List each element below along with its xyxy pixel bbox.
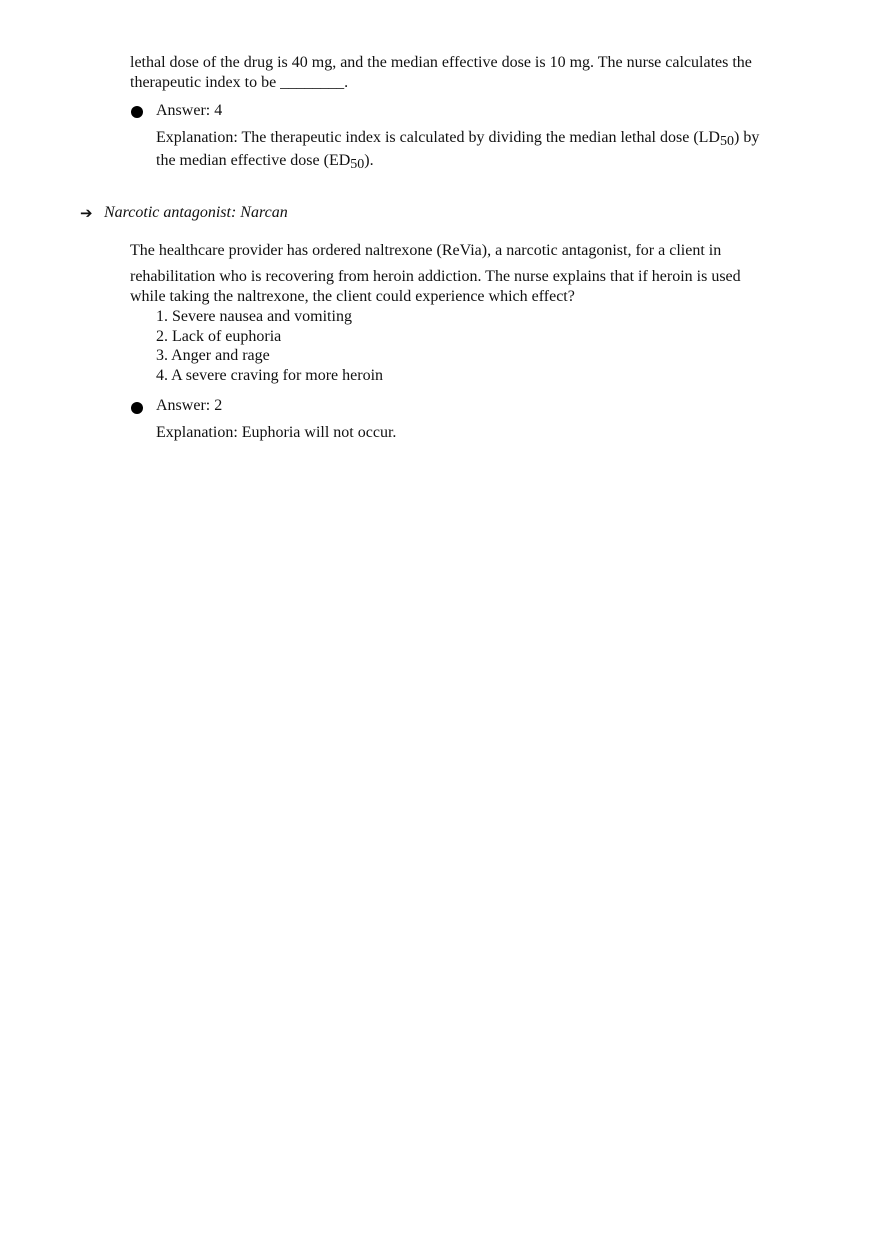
answer-bullet-icon bbox=[131, 402, 143, 414]
question2-option: 3. Anger and rage bbox=[156, 347, 270, 364]
arrow-bullet-icon: ➔ bbox=[80, 204, 93, 222]
question2-option: 2. Lack of euphoria bbox=[156, 328, 282, 345]
question2-option: 1. Severe nausea and vomiting bbox=[156, 308, 352, 325]
question1-explanation-line2 bbox=[156, 151, 374, 172]
question1-explanation-line1 bbox=[156, 128, 759, 149]
question1-answer: Answer: 4 bbox=[156, 102, 223, 119]
answer-bullet-icon bbox=[131, 106, 143, 118]
question1-explanation-text-d: ). bbox=[364, 152, 374, 169]
question1-explanation-subscript-ld: 50 bbox=[719, 134, 734, 149]
question1-line1: lethal dose of the drug is 40 mg, and the median effective dose is 10 mg. The nurse calculates the bbox=[130, 54, 752, 71]
question1-explanation-text-b: ) by bbox=[733, 129, 760, 146]
question2-answer: Answer: 2 bbox=[156, 397, 223, 414]
question1-explanation-subscript-ed: 50 bbox=[350, 157, 365, 172]
question1-explanation-text-c: the median effective dose (ED bbox=[156, 152, 351, 169]
question2-explanation: Explanation: Euphoria will not occur. bbox=[156, 424, 397, 441]
question1-line2: therapeutic index to be ________. bbox=[130, 74, 349, 91]
question2-option: 4. A severe craving for more heroin bbox=[156, 367, 384, 384]
question2-line2: rehabilitation who is recovering from heroin addiction. The nurse explains that if heroin is used bbox=[130, 268, 741, 285]
question2-line3: while taking the naltrexone, the client could experience which effect? bbox=[130, 288, 575, 305]
section-heading: Narcotic antagonist: Narcan bbox=[104, 204, 288, 221]
question1-explanation-text-a: Explanation: The therapeutic index is calculated by dividing the median lethal dose (LD bbox=[156, 129, 720, 146]
question2-line1: The healthcare provider has ordered naltrexone (ReVia), a narcotic antagonist, for a client in bbox=[130, 242, 722, 259]
